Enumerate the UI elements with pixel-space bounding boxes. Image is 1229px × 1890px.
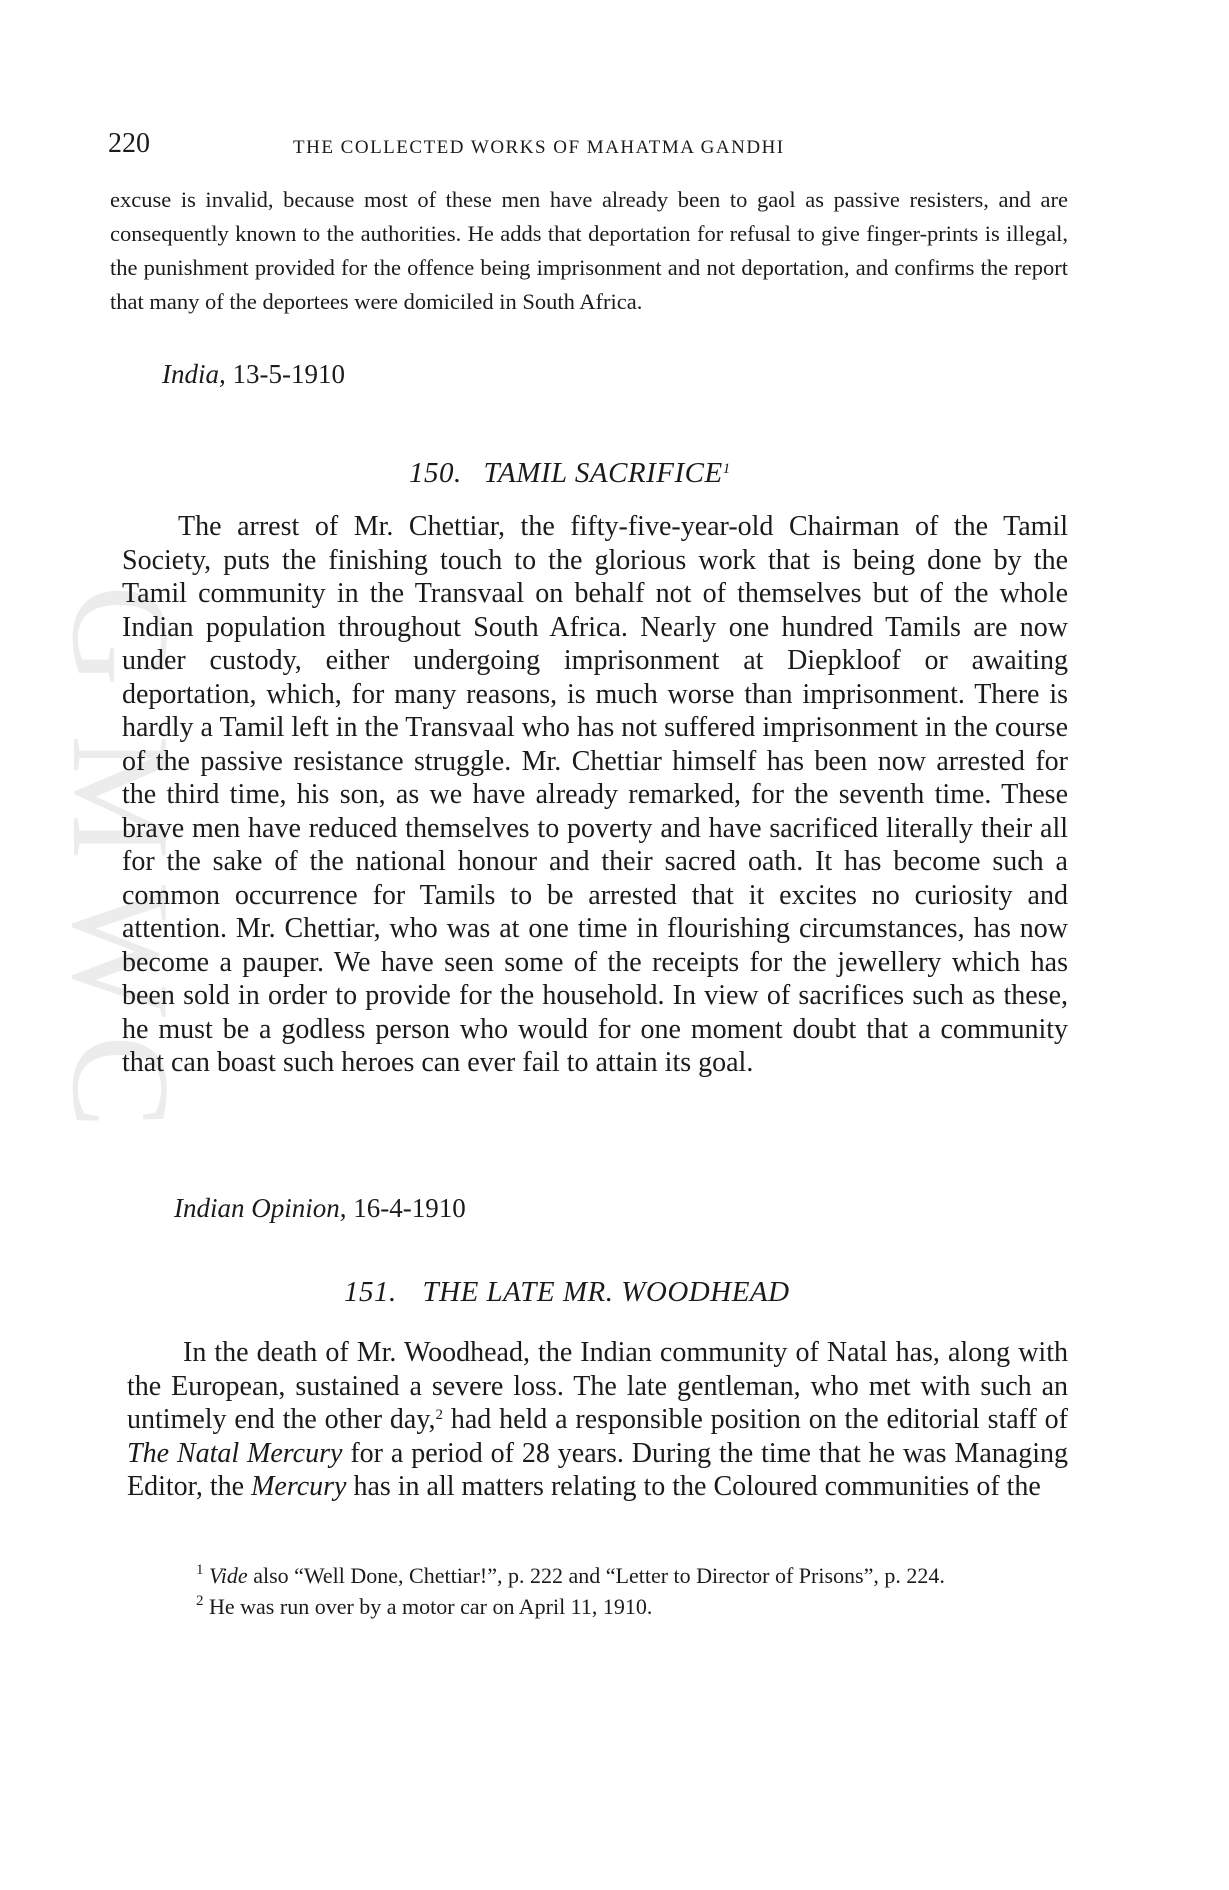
footnote-marker: 1 <box>196 1562 204 1578</box>
source-line-india <box>162 359 345 390</box>
footnotes <box>126 1560 1076 1622</box>
watermark-letter: M <box>43 735 198 860</box>
watermark-letter: C <box>43 1035 198 1129</box>
article-body-151 <box>127 1336 1068 1504</box>
source-publication: India, <box>162 359 226 389</box>
footnote-ref-2: 2 <box>435 1407 444 1423</box>
body-text: has in all matters relating to the Coloured communities of the <box>346 1471 1041 1502</box>
footnote-marker: 2 <box>196 1593 204 1609</box>
article-number: 151. <box>344 1276 397 1308</box>
newspaper-title: The Natal Mercury <box>127 1437 343 1469</box>
footnote-vide: Vide <box>209 1563 248 1588</box>
watermark-letter: W <box>43 885 198 1018</box>
source-publication: Indian Opinion, <box>174 1193 347 1223</box>
footnote-text: also “Well Done, Chettiar!”, p. 222 and “Letter to Director of Prisons”, p. 224. <box>247 1563 945 1588</box>
article-title: TAMIL SACRIFICE <box>483 457 723 489</box>
article-paragraph: The arrest of Mr. Chettiar, the fifty-five-year-old Chairman of the Tamil Society, puts the finishing touch to the glorious work that is being done by the Tamil community in the Transvaal on behalf not of themselves but of the whole Indian population throughout South Africa. Nearly one hundred Tamils are now under custody, either undergoing imprisonment at Diepkloof or awaiting deportation, which, for many reasons, is much worse than imprisonment. There is hardly a Tamil left in the Transvaal who has not suffered imprisonment in the course of the passive resistance struggle. Mr. Chettiar himself has been now arrested for the third time, his son, as we have already remarked, for the seventh time. These brave men have reduced themselves to poverty and have sacrificed literally their all for the sake of the national honour and their sacred oath. It has become such a common occurrence for Tamils to be arrested that it excites no curiosity and attention. Mr. Chettiar, who was at one time in flourishing circumstances, has now become a pauper. We have seen some of the receipts for the jewellery which has been sold in order to provide for the household. In view of sacrifices such as these, he must be a godless person who would for one moment doubt that a community that can boast such heroes can ever fail to attain its goal. <box>122 511 1068 1078</box>
page-number: 220 <box>108 128 150 159</box>
running-title: THE COLLECTED WORKS OF MAHATMA GANDHI <box>293 137 785 158</box>
source-date: 13-5-1910 <box>232 359 345 389</box>
watermark-letter: G <box>43 585 198 687</box>
source-date: 16-4-1910 <box>353 1193 466 1223</box>
body-text: had held a responsible position on the editorial staff of <box>443 1404 1068 1435</box>
source-line-indian-opinion <box>174 1193 466 1224</box>
footnote-1 <box>126 1560 1076 1591</box>
article-number: 150. <box>409 457 462 489</box>
body-text: for a period of 28 years. During the time that he was Managing Editor, the <box>127 1437 1068 1502</box>
article-paragraph <box>127 1336 1068 1504</box>
footnote-text: He was run over by a motor car on April 11, 1910. <box>203 1594 653 1619</box>
article-body-150 <box>122 510 1068 1080</box>
footnote-2 <box>126 1591 1076 1622</box>
newspaper-title-short: Mercury <box>251 1471 347 1502</box>
body-text: In the death of Mr. Woodhead, the Indian community of Natal has, along with the European, sustained a severe loss. The late gentleman, who met with such an untimely end the other day, <box>127 1337 1068 1435</box>
article-title: THE LATE MR. WOODHEAD <box>422 1276 790 1308</box>
article-heading-150 <box>409 457 731 490</box>
page-header <box>108 128 1068 168</box>
previous-article-text: excuse is invalid, because most of these men have already been to gaol as passive resisters, and are consequently known to the authorities. He adds that deportation for refusal to give finger-prints is illegal, the punishment provided for the offence being imprisonment and not deportation, and confirms the report that many of the deportees were domiciled in South Africa. <box>110 187 1068 314</box>
footnote-ref-1: 1 <box>722 461 731 477</box>
article-heading-151 <box>344 1276 790 1309</box>
